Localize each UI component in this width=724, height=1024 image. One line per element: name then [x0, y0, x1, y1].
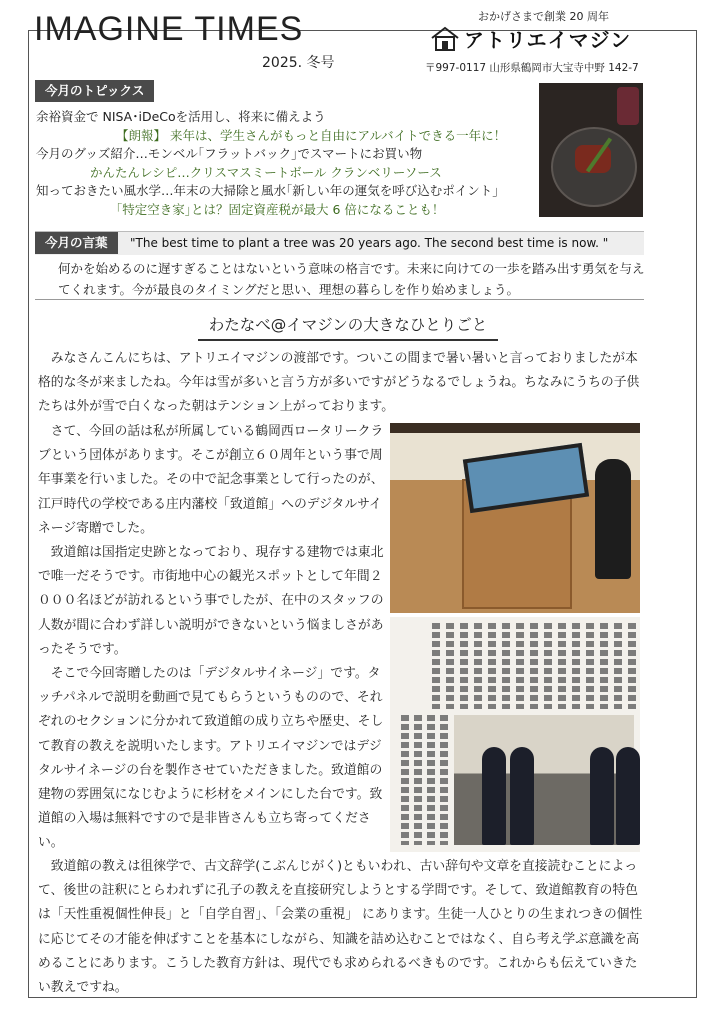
topic-item: 知っておきたい風水学…年末の大掃除と風水｢新しい年の運気を呼び込むポイント｣	[36, 183, 499, 198]
quote-english: "The best time to plant a tree was 20 years ago. The second best time is now. "	[130, 236, 609, 250]
column-paragraph: さて、今回の話は私が所属している鶴岡西ロータリークラブという団体があります。そこが創立６０周年という事で周年事業を行いました。その中で記念事業として行ったのが、江戸時代の学校である庄内藩校「致道館」へのデジタルサイネージ寄贈でした。	[38, 424, 384, 536]
column-paragraph: みなさんこんにちは、アトリエイマジンの渡部です。ついこの間まで暑い暑いと言っておりましたが本格的な冬が来ましたね。今年は雪が多いと言う方が多いですがどうなるでしょうね。ちなみにうちの子供たちは外が雪で白くなった朝はテンション上がっております。	[38, 351, 640, 415]
topics-list	[36, 108, 506, 219]
meatball-dish-photo	[539, 83, 643, 217]
column-paragraph: 致道館は国指定史跡となっており、現存する建物では東北で唯一だそうです。市街地中心の観光スポットとして年間２０００名ほどが訪れるという事でしたが、在中のスタッフの人数が間に合わず詳しい説明ができないという悩ましさがあったそうです。	[38, 545, 384, 657]
quote-explanation: 何かを始めるのに遅すぎることはないという意味の格言です。未来に向けての一歩を踏み出す勇気を与えてくれます。今が最良のタイミングだと思い、理想の暮らしを作り始めましょう。	[58, 261, 645, 297]
logo-text: アトリエイマジン	[464, 28, 632, 52]
column-paragraph: そこで今回寄贈したのは「デジタルサイネージ」です。タッチパネルで説明を動画で見てもらうというものので、それぞれのセクションに分かれて致道館の成り立ちや歴史、そして教育の教えを説明いたします。アトリエイマジンではデジタルサイネージの台を製作させていただきました。致道館の建物の雰囲気になじむように杉材をメインにした台です。致道館の入場は無料ですので是非皆さんも立ち寄ってください。	[38, 666, 384, 851]
topic-item: 【朗報】 来年は、学生さんがもっと自由にアルバイトできる一年に！	[116, 127, 507, 143]
company-tagline: おかげさまで創業 20 周年	[478, 10, 609, 23]
column-paragraph: 致道館の教えは徂徠学で、古文辞学(こぶんじがく)ともいわれ、古い辞句や文章を直接読むことによって、後世の註釈にとらわれずに孔子の教えを直接研究しようとする学問です。そして、致道館教育の特色は「天性重視個性伸長」と「自学自習｣、「会業の重視」 にあります。生徒一人ひとりの生まれつきの個性に応じてその才能を伸ばすことを基本にしながら、知識を詰め込むことではなく、自ら考え学ぶ意識を高めることにあります。こうした教育方針は、現代でも求められるべきものです。これからも伝えていきたい教えですね。	[38, 859, 643, 996]
company-address: 〒997-0117 山形県鶴岡市大宝寺中野 142-7	[425, 62, 639, 74]
topic-item: ｢特定空き家｣とは？固定資産税が最大 6 倍になることも！	[116, 201, 445, 217]
column-title: わたなべ@イマジンの大きなひとりごと	[198, 313, 498, 341]
topic-item: 余裕資金で NISA･iDeCoを活用し、将来に備えよう	[36, 109, 326, 124]
newspaper-clipping	[390, 617, 640, 852]
topics-heading: 今月のトピックス	[35, 80, 154, 102]
issue-label: 2025. 冬号	[262, 55, 335, 71]
section-divider	[35, 299, 644, 300]
digital-signage-photo	[390, 423, 640, 613]
house-icon	[430, 26, 460, 52]
newsletter-title: IMAGINE TIMES	[34, 10, 304, 48]
topic-item: かんたんレシピ…クリスマスミートボール クランベリーソース	[90, 164, 442, 180]
quote-heading: 今月の言葉	[35, 232, 118, 254]
company-logo	[430, 24, 631, 53]
topic-item: 今月のグッズ紹介…モンベル｢フラットバック｣でスマートにお買い物	[36, 146, 423, 161]
